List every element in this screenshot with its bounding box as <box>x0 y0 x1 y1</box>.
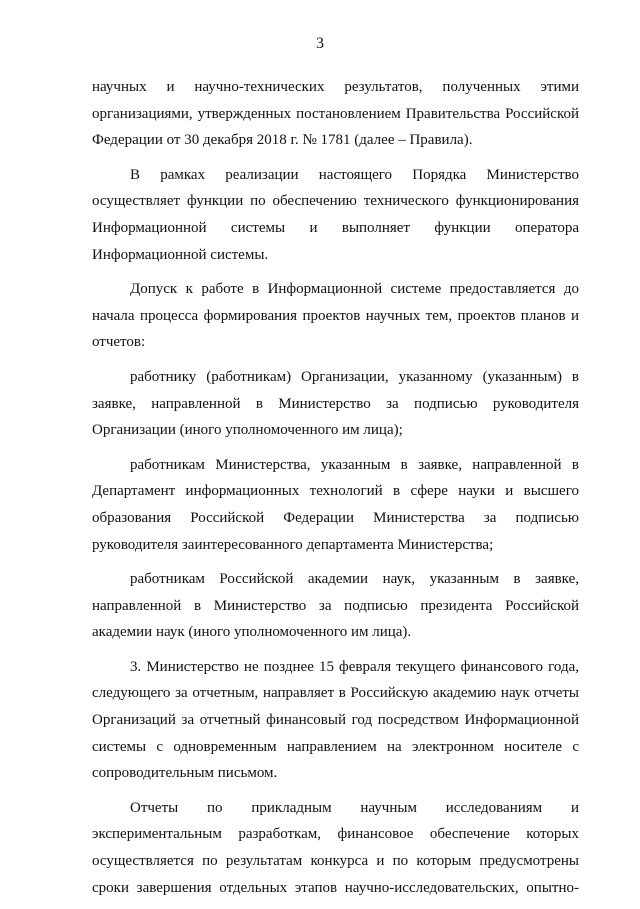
paragraph-6: работникам Российской академии наук, указанным в заявке, направленной в Министерство за подписью президента Российской академии наук (иного уполномоченного им лица). <box>92 571 579 641</box>
paragraph-4: работнику (работникам) Организации, указанному (указанным) в заявке, направленной в Министерство за подписью руководителя Организации (иного уполномоченного им лица); <box>92 368 579 439</box>
paragraph-7: 3. Министерство не позднее 15 февраля текущего финансового года, следующего за отчетным, направляет в Российскую академию наук отчеты Организаций за отчетный финансовый год посредством Информационной системы с одновременным направлением на электронном носителе с сопроводительным письмом. <box>92 658 579 782</box>
document-body <box>92 74 579 909</box>
paragraph-8: Отчеты по прикладным научным исследованиям и экспериментальным разработкам, финансовое обеспечение которых осуществляется по результатам конкурса и по которым предусмотрены сроки завершения отдельных этапов научно-исследовательских, опытно- <box>92 799 579 896</box>
paragraph-3: Допуск к работе в Информационной системе предоставляется до начала процесса формирования проектов научных тем, проектов планов и отчетов: <box>92 281 579 351</box>
paragraph-2: В рамках реализации настоящего Порядка Министерство осуществляет функции по обеспечению технического функционирования Информационной системы и выполняет функции оператора Информационной системы. <box>92 166 579 263</box>
paragraph-1: научных и научно-технических результатов, полученных этими организациями, утвержденных постановлением Правительства Российской Федерации от 30 декабря 2018 г. № 1781 (далее – Правила). <box>92 79 579 149</box>
page-number: 3 <box>316 35 324 52</box>
paragraph-5: работникам Министерства, указанным в заявке, направленной в Департамент информационных технологий в сфере науки и высшего образования Российской Федерации Министерства за подписью руководителя заинтересованного департамента Министерства; <box>92 456 579 553</box>
